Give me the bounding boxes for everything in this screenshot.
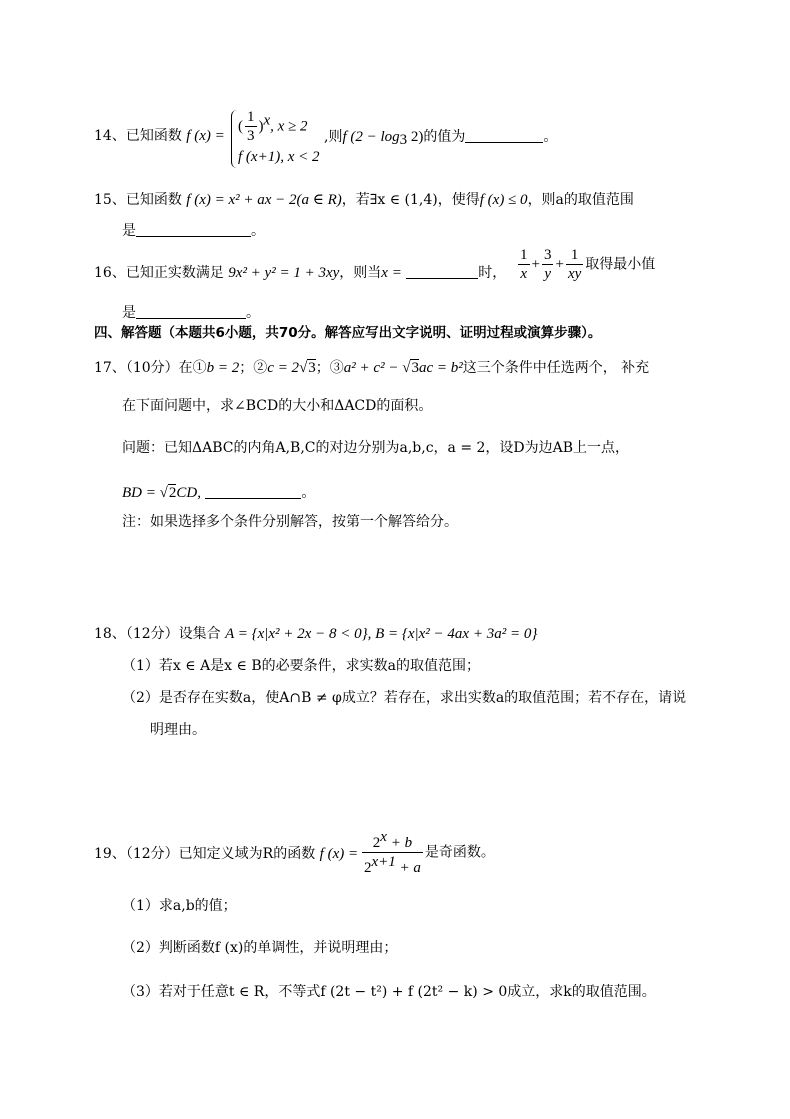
- q14-answer-blank[interactable]: [465, 126, 543, 143]
- q14-number: 14、: [94, 128, 126, 144]
- q16-frac-3: $\frac{1}{xy}$: [567, 247, 582, 282]
- q16-line1: 16、已知正实数满足 9x² + y² = 1 + 3xy，则当x = 时，: [94, 262, 506, 283]
- q17-line3: 问题：已知ΔABC的内角A,B,C的对边分别为a,b,c，a = 2，设D为边AB上一点，: [122, 440, 630, 456]
- q18-line1: 18、（12分）设集合 A = {x|x² + 2x − 8 < 0}, B = {x|x² − 4ax + 3a² = 0}: [94, 626, 538, 642]
- q15-line1: 15、已知函数 f (x) = x² + ax − 2(a ∈ R)，若∃x ∈ (1,4)，使得f (x) ≤ 0，则a的取值范围: [94, 192, 634, 208]
- q16-answer-blank-x[interactable]: [406, 262, 478, 279]
- q17-line4: BD = √2CD, 。: [122, 482, 315, 503]
- q14-piece2: f (x+1), x < 2: [238, 149, 320, 165]
- q14-frac: $\frac{1}{3}$: [247, 109, 255, 144]
- q14-text: 已知函数: [125, 128, 182, 144]
- q19-frac: $\frac{2^x + b}{2^{x+1} + a}$: [364, 829, 421, 876]
- q19-part1: （1）求a,b的值；: [122, 898, 237, 914]
- q16-frac-2: $\frac{3}{y}$: [543, 247, 552, 282]
- q17-note: 注：如果选择多个条件分别解答，按第一个解答给分。: [122, 514, 458, 530]
- q16-frac-1: $\frac{1}{x}$: [520, 247, 528, 282]
- q17-line1: 17、（10分）在①b = 2；②c = 2√3；③a² + c² − √3ac = b²这三个条件中任选两个， 补充: [94, 360, 650, 376]
- q15-answer-blank[interactable]: [136, 220, 251, 237]
- q19-part2: （2）判断函数f (x)的单调性，并说明理由；: [122, 940, 398, 956]
- q19-part3: （3）若对于任意t ∈ R，不等式f (2t − t²) + f (2t² − k) > 0成立，求k的取值范围。: [122, 984, 656, 1000]
- q16-fractions: $\frac{1}{x}$ + $\frac{3}{y}$ + $\frac{1}{xy}$ 取得最小值: [520, 247, 656, 282]
- section-heading: 四、解答题（本题共6小题，共70分。解答应写出文字说明、证明过程或演算步骤）。: [94, 325, 602, 341]
- q14-line: [94, 126, 225, 146]
- q14-brace: [231, 110, 238, 168]
- q18-part2-cont: 明理由。: [150, 722, 206, 738]
- q15-line2: 是 。: [122, 220, 265, 241]
- q16-answer-blank-min[interactable]: [136, 302, 246, 319]
- q19-line1: 19、（12分）已知定义域为R的函数 f (x) =: [94, 846, 359, 862]
- q19-fraction: $\frac{2^x + b}{2^{x+1} + a}$ 是奇函数。: [364, 829, 495, 876]
- q17-line2: 在下面问题中，求∠BCD的大小和ΔACD的面积。: [122, 398, 433, 414]
- q16-line2: 是 。: [122, 302, 260, 323]
- q14-piece1: ( $\frac{1}{3}$ )$^x$, x ≥ 2: [238, 109, 308, 144]
- q18-part1: （1）若x ∈ A是x ∈ B的必要条件，求实数a的取值范围；: [122, 658, 480, 674]
- q14-tail: ,则f $(2 - \log_3 2)$的值为 。: [324, 126, 557, 150]
- q14-fx: f (x) =: [186, 128, 225, 144]
- q17-condition-blank[interactable]: [205, 482, 301, 499]
- q18-part2: （2）是否存在实数a，使A∩B ≠ φ成立？若存在，求出实数a的取值范围；若不存在，请说: [122, 690, 687, 706]
